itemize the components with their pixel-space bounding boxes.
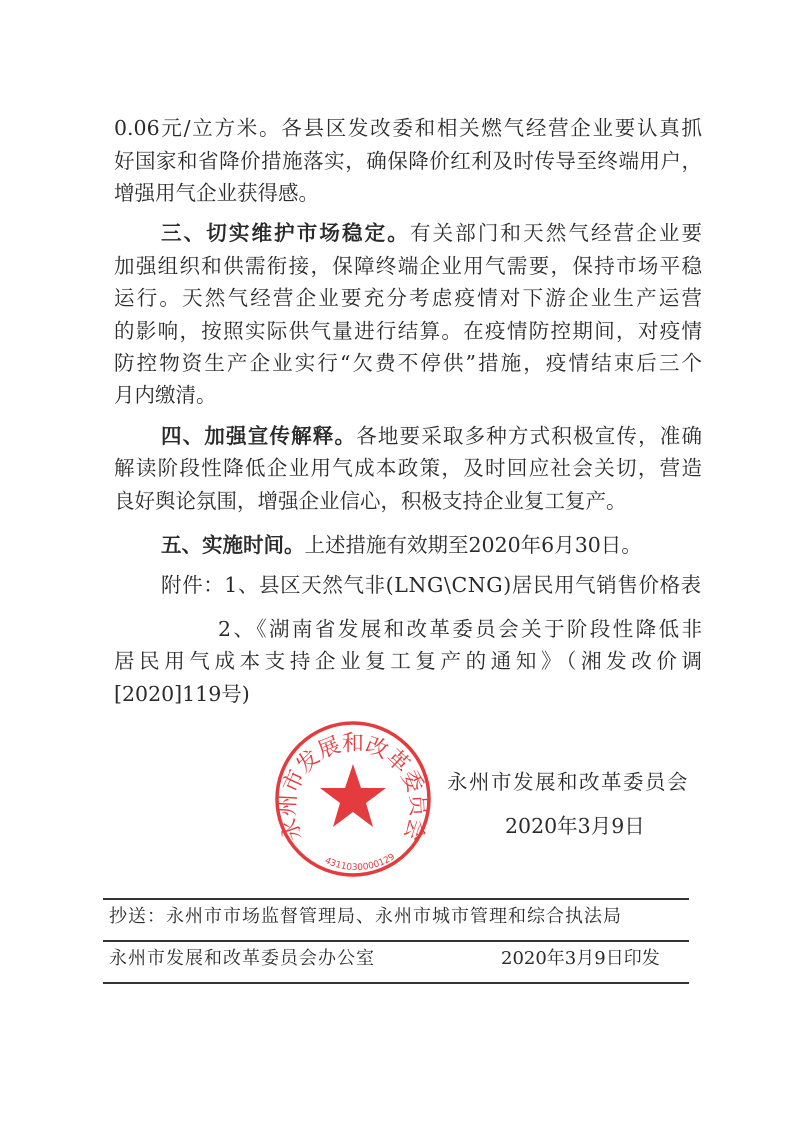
section-3-first-line [114, 217, 702, 249]
paragraph-text: 上述措施有效期至2020年6月30日。 [304, 533, 642, 557]
paragraph-text: 各地要采取多种方式积极宣传，准确 [356, 424, 702, 448]
issue-date: 2020年3月9日 [505, 814, 645, 838]
divider [103, 898, 689, 900]
section-4-first-line [114, 420, 702, 452]
paragraph-line: 防控物资生产企业实行“欠费不停供”措施，疫情结束后三个 [114, 351, 702, 375]
paragraph-line: 好国家和省降价措施落实，确保降价红利及时传导至终端用户， [114, 149, 702, 173]
section-4-heading: 四、加强宣传解释。 [161, 424, 357, 448]
paragraph-line: 运行。天然气经营企业要充分考虑疫情对下游企业生产运营 [114, 286, 702, 310]
svg-text:永州市发展和改革委员会: 永州市发展和改革委员会 [275, 731, 431, 844]
attachment-2-cont: 居民用气成本支持企业复工复产的通知》（湘发改价调 [114, 649, 702, 673]
attachment-2-cont: [2020]119号) [114, 682, 250, 706]
cc-list: 抄送：永州市市场监督管理局、永州市城市管理和综合执法局 [109, 906, 622, 927]
issuing-office: 永州市发展和改革委员会办公室 [109, 948, 375, 969]
paragraph-line: 良好舆论氛围，增强企业信心，积极支持企业复工复产。 [114, 489, 627, 513]
paragraph-line: 月内缴清。 [114, 383, 217, 407]
divider [103, 982, 689, 984]
divider [103, 940, 689, 942]
svg-text:4311030000129: 4311030000129 [322, 852, 397, 874]
paragraph-line: 增强用气企业获得感。 [114, 181, 319, 205]
section-3-heading: 三、切实维护市场稳定。 [161, 221, 410, 245]
issuer-signature: 永州市发展和改革委员会 [447, 770, 689, 794]
paragraph-line: 加强组织和供需衔接，保障终端企业用气需要，保持市场平稳 [114, 254, 702, 278]
official-seal [272, 718, 434, 880]
attachment-2: 2、《湖南省发展和改革委员会关于阶段性降低非 [218, 617, 702, 641]
paragraph-line: 解读阶段性降低企业用气成本政策，及时回应社会关切，营造 [114, 456, 702, 480]
star-icon [320, 764, 386, 827]
print-date: 2020年3月9日印发 [501, 948, 660, 969]
attachment-1: 附件：1、县区天然气非(LNG\CNG)居民用气销售价格表 [161, 573, 702, 597]
section-5-heading: 五、实施时间。 [161, 533, 305, 557]
section-5-line [114, 529, 702, 561]
paragraph-line: 0.06元/立方米。各县区发改委和相关燃气经营企业要认真抓 [114, 116, 702, 140]
paragraph-text: 有关部门和天然气经营企业要 [409, 221, 703, 245]
paragraph-line: 的影响，按照实际供气量进行结算。在疫情防控期间，对疫情 [114, 319, 702, 343]
